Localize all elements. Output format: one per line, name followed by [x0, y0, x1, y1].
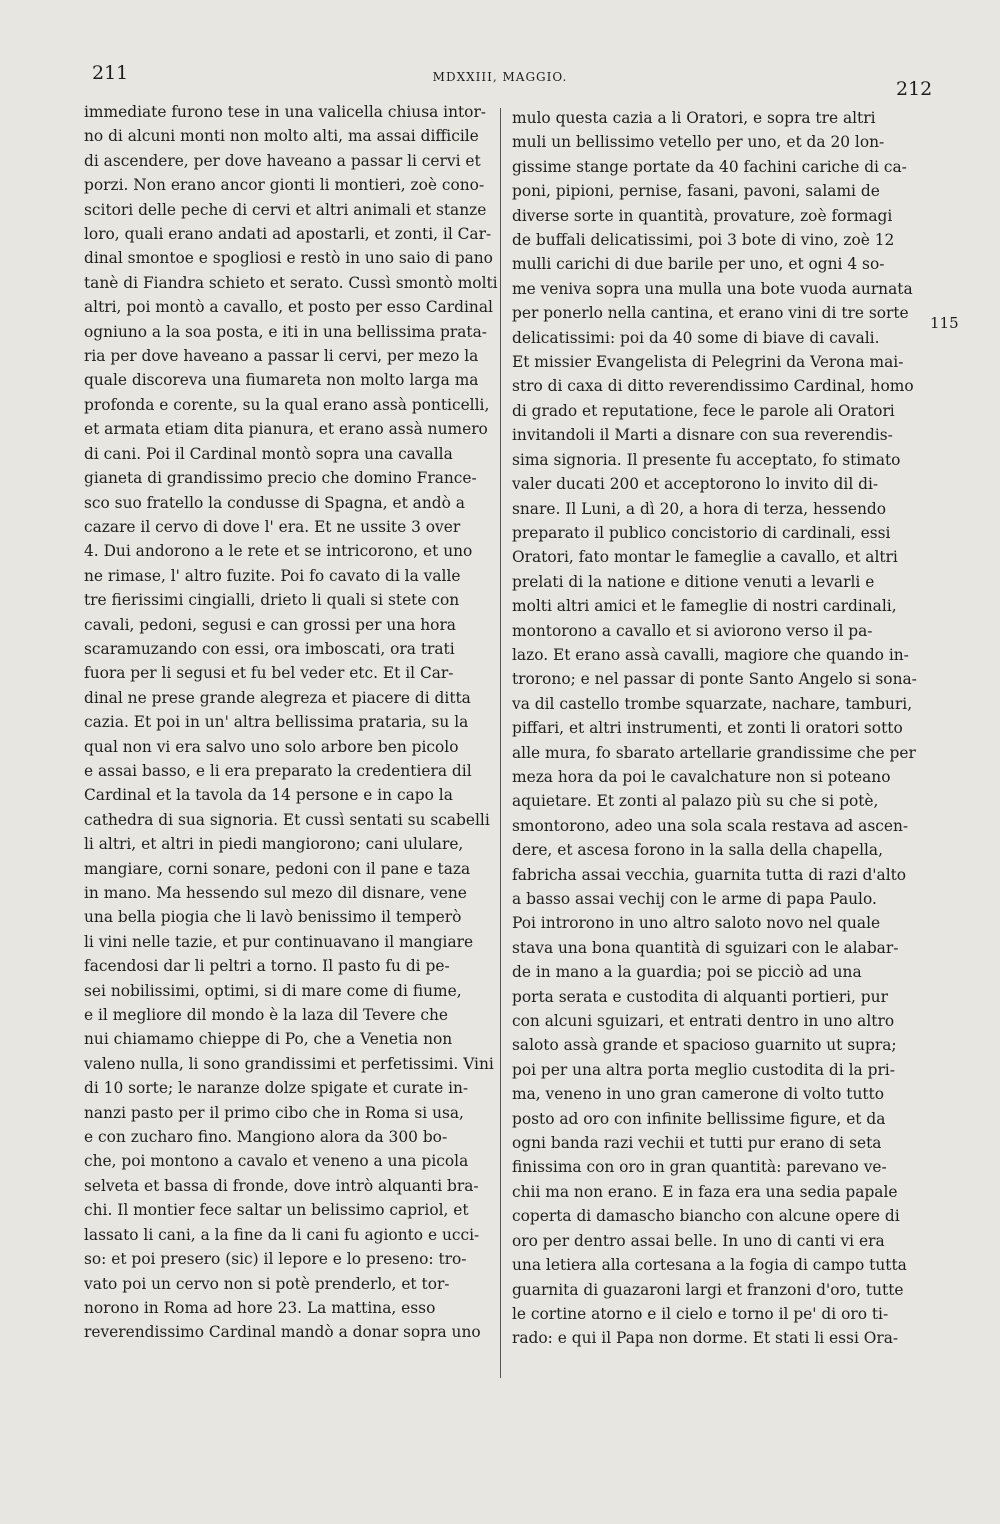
text-line: me veniva sopra una mulla una bote vuoda aurnata [512, 279, 913, 298]
text-line: chii ma non erano. E in faza era una sedia papale [512, 1182, 898, 1201]
text-line: dere, et ascesa forono in la salla della chapella, [512, 841, 883, 860]
text-line: saloto assà grande et spacioso guarnito ut supra; [512, 1036, 897, 1055]
text-line: scitori delle peche di cervi et altri animali et stanze [84, 200, 487, 219]
text-line: poni, pipioni, pernise, fasani, pavoni, salami de [512, 182, 880, 201]
text-line: prelati di la natione e ditione venuti a levarli e [512, 572, 875, 591]
text-line: sima signoria. Il presente fu acceptato, fo stimato [512, 450, 901, 469]
text-line: mulli carichi di due barile per uno, et ogni 4 so- [512, 255, 885, 274]
text-line: meza hora da poi le cavalchature non si poteano [512, 767, 891, 786]
text-line: muli un bellissimo vetello per uno, et da 20 lon- [512, 133, 885, 152]
text-line: dinal ne prese grande alegreza et piacere di ditta [84, 688, 471, 707]
text-line: di cani. Poi il Cardinal montò sopra una cavalla [84, 444, 453, 463]
text-line: nanzi pasto per il primo cibo che in Roma si usa, [84, 1103, 464, 1122]
text-line: selveta et bassa di fronde, dove intrò alquanti bra- [84, 1176, 479, 1195]
text-line: trorono; e nel passar di ponte Santo Angelo si sona- [512, 670, 917, 689]
text-line: aquietare. Et zonti al palazo più su che si potè, [512, 792, 879, 811]
text-line: snare. Il Luni, a dì 20, a hora di terza, hessendo [512, 499, 886, 518]
text-line: 4. Dui andorono a le rete et se intricorono, et uno [84, 542, 473, 561]
text-line: che, poi montono a cavalo et veneno a una picola [84, 1152, 469, 1171]
text-line: rado: e qui il Papa non dorme. Et stati li essi Ora- [512, 1329, 899, 1348]
running-header: MDXXIII, MAGGIO. [432, 70, 568, 84]
text-line: cavali, pedoni, segusi e can grossi per una hora [84, 615, 456, 634]
text-line: altri, poi montò a cavallo, et posto per esso Cardinal [84, 298, 493, 317]
text-line: e il megliore dil mondo è la laza dil Tevere che [84, 1006, 448, 1025]
text-line: le cortine atorno e il cielo e torno il pe' di oro ti- [512, 1304, 889, 1323]
text-line: loro, quali erano andati ad apostarli, et zonti, il Car- [84, 225, 492, 244]
text-line: li altri, et altri in piedi mangiorono; cani ululare, [84, 835, 464, 854]
text-line: et armata etiam dita pianura, et erano assà numero [84, 420, 488, 439]
text-line: valeno nulla, li sono grandissimi et perfetissimi. Vini [84, 1054, 494, 1073]
text-line: guarnita di guazaroni largi et franzoni d'oro, tutte [512, 1280, 904, 1299]
text-line: gissime stange portate da 40 fachini cariche di ca- [512, 157, 907, 176]
left-page-number: 211 [92, 62, 129, 84]
text-line: ria per dove haveano a passar li cervi, per mezo la [84, 347, 479, 366]
text-line: so: et poi presero (sic) il lepore e lo preseno: tro- [84, 1250, 467, 1269]
text-line: ogniuno a la soa posta, e iti in una bellissima prata- [84, 322, 487, 341]
text-line: quale discoreva una fiumareta non molto larga ma [84, 371, 479, 390]
text-line: dinal smontoe e spogliosi e restò in uno saio di pano [84, 249, 493, 268]
text-line: una letiera alla cortesana a la fogia di campo tutta [512, 1256, 907, 1275]
right-column [512, 106, 924, 1351]
text-line: coperta di damascho biancho con alcune opere di [512, 1207, 900, 1226]
text-line: montorono a cavallo et si aviorono verso il pa- [512, 621, 873, 640]
text-line: vato poi un cervo non si potè prenderlo, et tor- [84, 1274, 450, 1293]
text-line: diverse sorte in quantità, provature, zoè formagi [512, 206, 893, 225]
text-line: sei nobilissimi, optimi, si di mare come di fiume, [84, 981, 462, 1000]
text-line: cazare il cervo di dove l' era. Et ne ussite 3 over [84, 517, 461, 536]
text-line: poi per una altra porta meglio custodita di la pri- [512, 1060, 895, 1079]
text-line: no di alcuni monti non molto alti, ma assai difficile [84, 127, 479, 146]
text-line: norono in Roma ad hore 23. La mattina, esso [84, 1298, 436, 1317]
text-line: stro di caxa di ditto reverendissimo Cardinal, homo [512, 377, 914, 396]
text-line: a basso assai vechij con le arme di papa Paulo. [512, 890, 877, 908]
text-line: invitandoli il Marti a disnare con sua reverendis- [512, 426, 893, 445]
text-line: de buffali delicatissimi, poi 3 bote di vino, zoè 12 [512, 231, 895, 250]
text-line: di ascendere, per dove haveano a passar li cervi et [84, 151, 481, 170]
text-line: Oratori, fato montar le fameglie a cavallo, et altri [512, 548, 898, 567]
text-line: lassato li cani, a la fine da li cani fu agionto e ucci- [84, 1225, 480, 1244]
text-line: e assai basso, e li era preparato la credentiera dil [84, 761, 472, 780]
text-line: fabricha assai vecchia, guarnita tutta di razi d'alto [512, 865, 907, 884]
margin-note: 115 [930, 314, 959, 332]
text-line: e con zucharo fino. Mangiono alora da 300 bo- [84, 1128, 448, 1147]
text-line: profonda e corente, su la qual erano assà ponticelli, [84, 395, 490, 414]
text-line: fuora per li segusi et fu bel veder etc. Et il Car- [84, 664, 454, 683]
text-line: lazo. Et erano assà cavalli, magiore che quando in- [512, 645, 909, 664]
text-line: cathedra di sua signoria. Et cussì sentati su scabelli [84, 810, 490, 829]
text-line: chi. Il montier fece saltar un belissimo capriol, et [84, 1201, 469, 1220]
text-line: smontorono, adeo una sola scala restava ad ascen- [512, 816, 909, 835]
text-line: nui chiamamo chieppe di Po, che a Venetia non [84, 1030, 453, 1049]
text-line: mulo questa cazia a li Oratori, e sopra tre altri [512, 109, 876, 127]
text-line: di 10 sorte; le naranze dolze spigate et curate in- [84, 1079, 469, 1098]
text-line: sco suo fratello la condusse di Spagna, et andò a [84, 493, 465, 512]
text-line: ne rimase, l' altro fuzite. Poi fo cavato di la valle [84, 566, 461, 585]
text-line: mangiare, corni sonare, pedoni con il pane e taza [84, 859, 471, 878]
text-line: alle mura, fo sbarato artellarie grandissime che per [512, 743, 916, 762]
text-line: Poi introrono in uno altro saloto novo nel quale [512, 914, 881, 933]
text-line: molti altri amici et le fameglie di nostri cardinali, [512, 597, 897, 616]
text-line: piffari, et altri instrumenti, et zonti li oratori sotto [512, 719, 903, 738]
text-line: posto ad oro con infinite bellissime figure, et da [512, 1109, 886, 1128]
text-line: ogni banda razi vechii et tutti pur erano di seta [512, 1134, 882, 1153]
text-line: tanè di Fiandra schieto et serato. Cussì smontò molti [84, 273, 498, 292]
text-line: porta serata e custodita di alquanti portieri, pur [512, 987, 888, 1006]
text-line: finissima con oro in gran quantità: parevano ve- [512, 1158, 887, 1177]
text-line: de in mano a la guardia; poi se picciò ad una [512, 963, 862, 982]
column-divider [500, 108, 501, 1378]
text-line: oro per dentro assai belle. In uno di canti vi era [512, 1231, 885, 1250]
text-line: tre fierissimi cingialli, drieto li quali si stete con [84, 591, 460, 610]
text-line: Et missier Evangelista di Pelegrini da Verona mai- [512, 353, 904, 372]
text-line: Cardinal et la tavola da 14 persone e in capo la [84, 786, 453, 805]
text-line: delicatissimi: poi da 40 some di biave di cavali. [512, 328, 880, 347]
text-line: con alcuni sguizari, et entrati dentro in uno altro [512, 1012, 895, 1031]
text-line: porzi. Non erano ancor gionti li montieri, zoè cono- [84, 176, 485, 195]
text-line: cazia. Et poi in un' altra bellissima prataria, su la [84, 713, 469, 732]
text-line: ma, veneno in uno gran camerone di volto tutto [512, 1085, 885, 1104]
text-line: li vini nelle tazie, et pur continuavano il mangiare [84, 932, 474, 951]
text-line: per ponerlo nella cantina, et erano vini di tre sorte [512, 304, 909, 323]
text-line: stava una bona quantità di sguizari con le alabar- [512, 938, 899, 957]
text-line: valer ducati 200 et acceptorono lo invito dil di- [512, 475, 879, 494]
text-line: scaramuzando con essi, ora imboscati, ora trati [84, 639, 455, 658]
text-line: reverendissimo Cardinal mandò a donar sopra uno [84, 1323, 481, 1342]
left-column [84, 100, 498, 1345]
right-page-number: 212 [896, 78, 933, 100]
text-line: qual non vi era salvo uno solo arbore ben picolo [84, 737, 459, 756]
text-line: di grado et reputatione, fece le parole ali Oratori [512, 401, 895, 420]
text-line: preparato il publico concistorio di cardinali, essi [512, 523, 891, 542]
text-line: va dil castello trombe squarzate, nachare, tamburi, [512, 694, 913, 713]
text-line: in mano. Ma hessendo sul mezo dil disnare, vene [84, 884, 467, 902]
text-line: facendosi dar li peltri a torno. Il pasto fu di pe- [84, 957, 450, 976]
text-line: una bella piogia che li lavò benissimo il temperò [84, 908, 462, 927]
text-line: gianeta di grandissimo precio che domino France- [84, 469, 477, 488]
text-line: immediate furono tese in una valicella chiusa intor- [84, 103, 486, 121]
